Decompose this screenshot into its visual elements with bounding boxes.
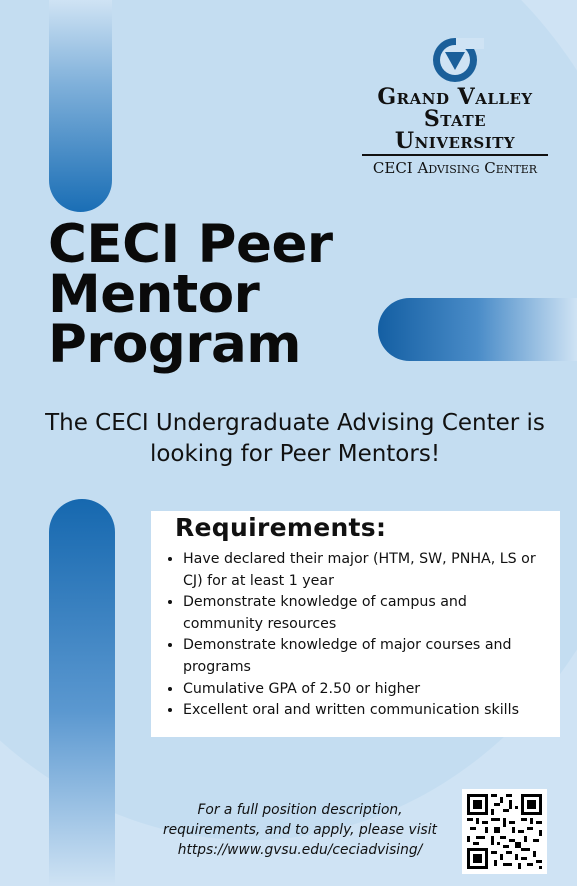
- decorative-bar-bottom: [49, 499, 115, 886]
- requirements-list: [181, 549, 547, 722]
- list-item: • Have declared their major (HTM, SW, PNHA, LS or CJ) for at least 1 year: [183, 549, 547, 592]
- title-line-2: Mentor: [48, 264, 260, 325]
- qr-code-icon: [467, 794, 542, 869]
- gvsu-logo: [350, 36, 560, 177]
- footer-note: [150, 800, 450, 860]
- decorative-bar-top: [49, 0, 112, 212]
- list-item: • Excellent oral and written communication skills: [183, 700, 547, 722]
- logo-line-3: CECI Advising Center: [372, 159, 538, 177]
- footer-line-1: For a full position description,: [197, 802, 403, 818]
- subtitle-line-1: The CECI Undergraduate Advising Center is: [45, 410, 545, 436]
- qr-code[interactable]: [462, 789, 547, 874]
- list-item: • Demonstrate knowledge of campus and community resources: [183, 592, 547, 635]
- page-title: [48, 214, 333, 375]
- requirements-heading: Requirements:: [175, 513, 387, 542]
- subtitle-line-2: looking for Peer Mentors!: [149, 441, 441, 467]
- logo-line-1: Grand Valley: [377, 84, 533, 110]
- list-item: • Demonstrate knowledge of major courses and programs: [183, 635, 547, 678]
- list-item: • Cumulative GPA of 2.50 or higher: [183, 679, 547, 701]
- logo-line-2: State University: [362, 108, 548, 156]
- gvsu-emblem-icon: [426, 36, 484, 84]
- requirements-box: [151, 511, 560, 737]
- footer-line-2: requirements, and to apply, please visit: [163, 822, 437, 838]
- title-line-3: Program: [48, 314, 301, 375]
- decorative-bar-right: [378, 298, 577, 361]
- subtitle: [20, 408, 570, 470]
- title-line-1: CECI Peer: [48, 214, 333, 275]
- footer-url[interactable]: https://www.gvsu.edu/ceciadvising/: [177, 842, 423, 858]
